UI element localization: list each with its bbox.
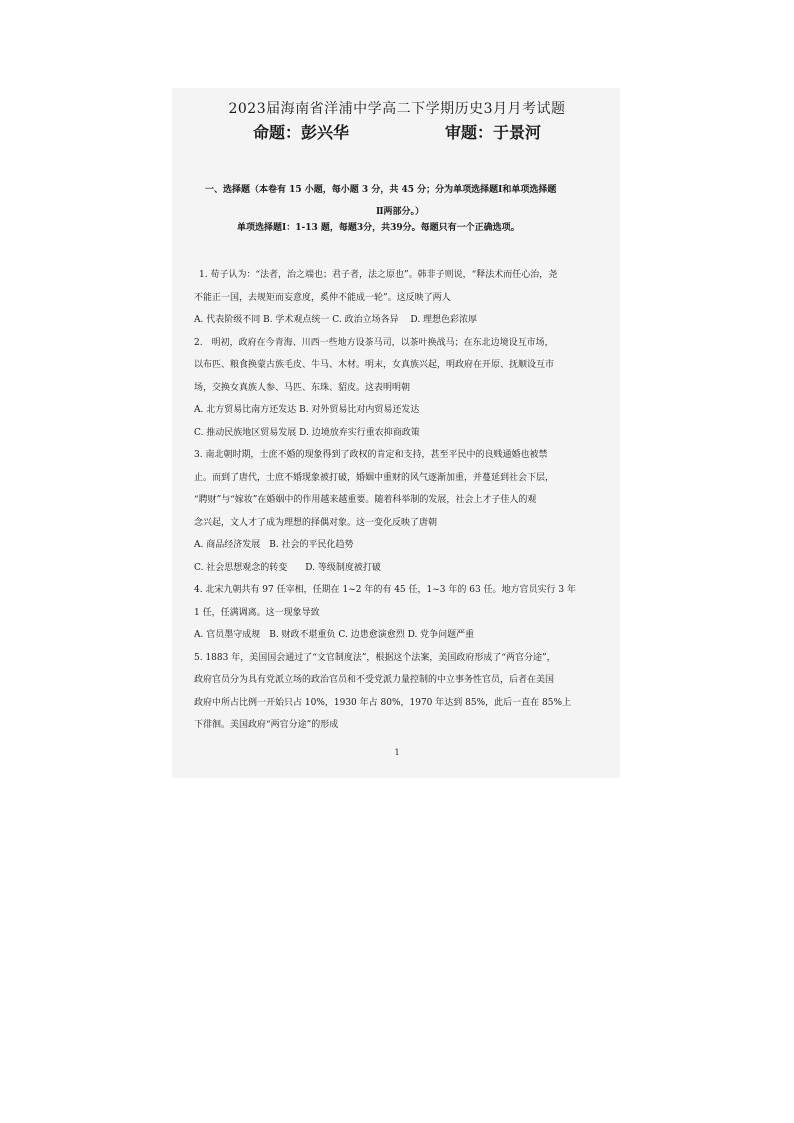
q3-line: 3. 南北朝时期，士庶不婚的现象得到了政权的肯定和支持，甚至平民中的良贱通婚也被禁 bbox=[194, 450, 548, 460]
subsection-heading: 单项选择题Ⅰ：1-13 题，每题3分，共39分。每题只有一个正确选项。 bbox=[237, 223, 520, 233]
section-heading-line2: Ⅱ两部分。） bbox=[375, 207, 425, 217]
page-number: 1 bbox=[394, 748, 400, 757]
reviewer-label: 审题：于景河 bbox=[445, 123, 542, 142]
section-heading-line1: 一、选择题（本卷有 15 小题，每小题 3 分，共 45 分；分为单项选择题Ⅰ和单项选择题 bbox=[205, 185, 557, 195]
q3-options: C. 社会思想观念的转变 D. 等级制度被打破 bbox=[194, 562, 381, 573]
page-title: 2023届海南省洋浦中学高二下学期历史3月月考试题 bbox=[228, 101, 566, 117]
q1-line: 不能正一国，去规矩而妄意度，奚仲不能成一轮”。这反映了两人 bbox=[194, 292, 451, 303]
q3-line: 念兴起，文人才了成为理想的择偶对象。这一变化反映了唐朝 bbox=[194, 517, 438, 528]
q3-line: 止。而到了唐代，士庶不婚现象被打破，婚姻中重财的风气逐渐加重，并蔓延到社会下层， bbox=[194, 472, 555, 483]
setter-label: 命题：彭兴华 bbox=[252, 123, 349, 142]
q3-line: “聘财”与“嫁妆”在婚姻中的作用越来越重要。随着科举制的发展，社会上才子佳人的观 bbox=[194, 495, 537, 505]
q2-options: A. 北方贸易比南方还发达 B. 对外贸易比对内贸易还发达 bbox=[194, 405, 420, 415]
section-heading bbox=[205, 179, 595, 223]
q2-line: 场，交换女真族人参、马匹、东珠、貂皮。这表明明朝 bbox=[194, 382, 411, 393]
q2-options: C. 推动民族地区贸易发展 D. 边境放弃实行重农抑商政策 bbox=[194, 427, 420, 438]
q5-line: 5. 1883 年，美国国会通过了“文官制度法”，根据这个法案，美国政府形成了“两官分途”， bbox=[194, 652, 556, 663]
q4-line: 1 任，任满调离。这一现象导致 bbox=[194, 607, 320, 618]
q3-options: A. 商品经济发展 B. 社会的平民化趋势 bbox=[194, 540, 354, 550]
q1-options: A. 代表阶级不同 B. 学术观点统一 C. 政治立场各异 D. 理想色彩浓厚 bbox=[194, 315, 478, 325]
q5-line: 下徘徊。美国政府“两官分途”的形成 bbox=[194, 720, 339, 730]
q2-line: 2. 明初，政府在今青海、川西一些地方设茶马司，以茶叶换战马；在东北边境设互市场， bbox=[194, 337, 554, 348]
q5-line: 政府中所占比例一开始只占 10%，1930 年占 80%，1970 年达到 85%，此后一直在 85%上 bbox=[194, 697, 571, 708]
author-line bbox=[0, 120, 794, 143]
question-list bbox=[194, 264, 606, 737]
q1-line: 1. 荀子认为：“法者，治之端也；君子者，法之原也”。韩非子则说，“释法术而任心治，尧 bbox=[199, 270, 558, 280]
q4-line: 4. 北宋九朝共有 97 任宰相，任期在 1~2 年的有 45 任，1~3 年的 63 任。地方官员实行 3 年 bbox=[194, 585, 576, 595]
q4-options: A. 官员墨守成规 B. 财政不堪重负 C. 边患愈演愈烈 D. 党争问题严重 bbox=[194, 630, 475, 640]
q2-line: 以布匹、粮食换蒙古族毛皮、牛马、木材。明末，女真族兴起，明政府在开原、抚顺设互市 bbox=[194, 360, 555, 370]
q5-line: 政府官员分为具有党派立场的政治官员和不受党派力量控制的中立事务性官员，后者在美国 bbox=[194, 675, 555, 685]
